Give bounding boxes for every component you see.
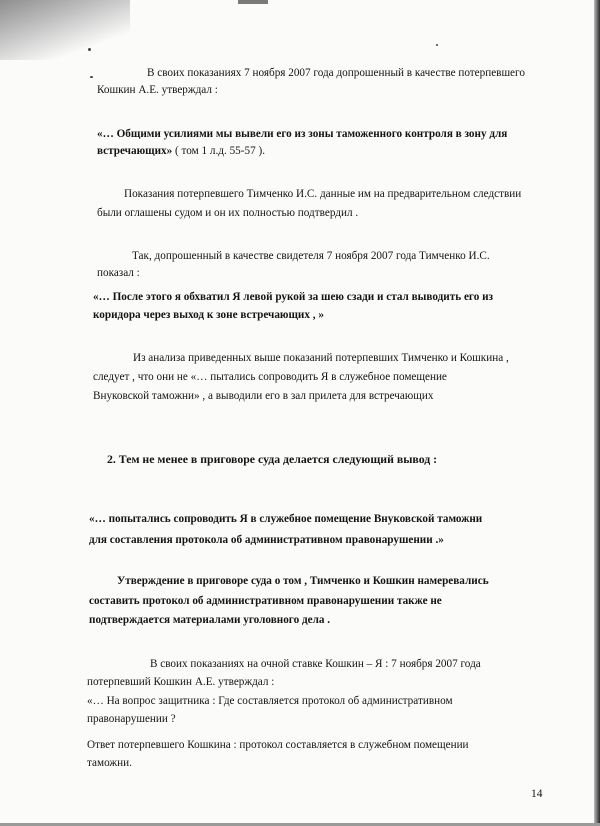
- text-line: Ответ потерпевшего Кошкина : протокол составляется в служебном помещении: [87, 739, 469, 751]
- quote-line: [97, 144, 265, 158]
- text-line: Так, допрошенный в качестве свидетеля 7 ноября 2007 года Тимченко И.С.: [132, 250, 490, 262]
- bold-line: Утверждение в приговоре суда о том , Тимченко и Кошкин намеревались: [117, 575, 489, 587]
- bold-line: составить протокол об административном правонарушении также не: [89, 595, 442, 607]
- quote-line: для составления протокола об административном правонарушении .»: [89, 534, 444, 546]
- text-line: Внуковской таможни» , а выводили его в зал прилета для встречающих: [93, 390, 434, 402]
- text-line: Из анализа приведенных выше показаний потерпевших Тимченко и Кошкина ,: [133, 352, 509, 364]
- scan-mark: [238, 0, 268, 4]
- text-line: В своих показаниях на очной ставке Кошкин – Я : 7 ноября 2007 года: [150, 658, 481, 670]
- scan-speck: [90, 76, 93, 78]
- quote-line: «… Общими усилиями мы вывели его из зоны таможенного контроля в зону для: [97, 128, 508, 140]
- text-line: «… На вопрос защитника : Где составляется протокол об административном: [87, 695, 453, 707]
- citation: ( том 1 л.д. 55-57 ).: [172, 145, 266, 157]
- page-edge-shadow: [594, 0, 600, 826]
- quote-text: встречающих»: [97, 145, 173, 157]
- text-line: следует , что они не «… пытались сопроводить Я в служебное помещение: [93, 371, 447, 383]
- text-line: правонарушении ?: [87, 713, 176, 725]
- scan-speck: [88, 48, 91, 51]
- quote-line: коридора через выход к зоне встречающих , »: [93, 309, 324, 321]
- quote-line: «… После этого я обхватил Я левой рукой за шею сзади и стал выводить его из: [93, 291, 494, 303]
- text-line: были оглашены судом и он их полностью подтвердил .: [97, 207, 359, 219]
- text-line: Показания потерпевшего Тимченко И.С. данные им на предварительном следствии: [124, 188, 522, 200]
- page-fold-shadow: [0, 0, 130, 60]
- section-heading: 2. Тем не менее в приговоре суда делается следующий вывод :: [107, 452, 438, 466]
- scan-speck: [436, 44, 438, 46]
- text-line: потерпевший Кошкин А.Е. утверждал :: [87, 676, 275, 688]
- text-line: В своих показаниях 7 ноября 2007 года допрошенный в качестве потерпевшего: [147, 67, 525, 79]
- bold-line: подтверждается материалами уголовного дела .: [89, 614, 331, 626]
- quote-line: «… попытались сопроводить Я в служебное помещение Внуковской таможни: [89, 513, 483, 525]
- text-line: показал :: [97, 267, 140, 279]
- page-number: 14: [531, 788, 543, 800]
- text-line: таможни.: [87, 757, 132, 769]
- text-line: Кошкин А.Е. утверждал :: [97, 84, 218, 96]
